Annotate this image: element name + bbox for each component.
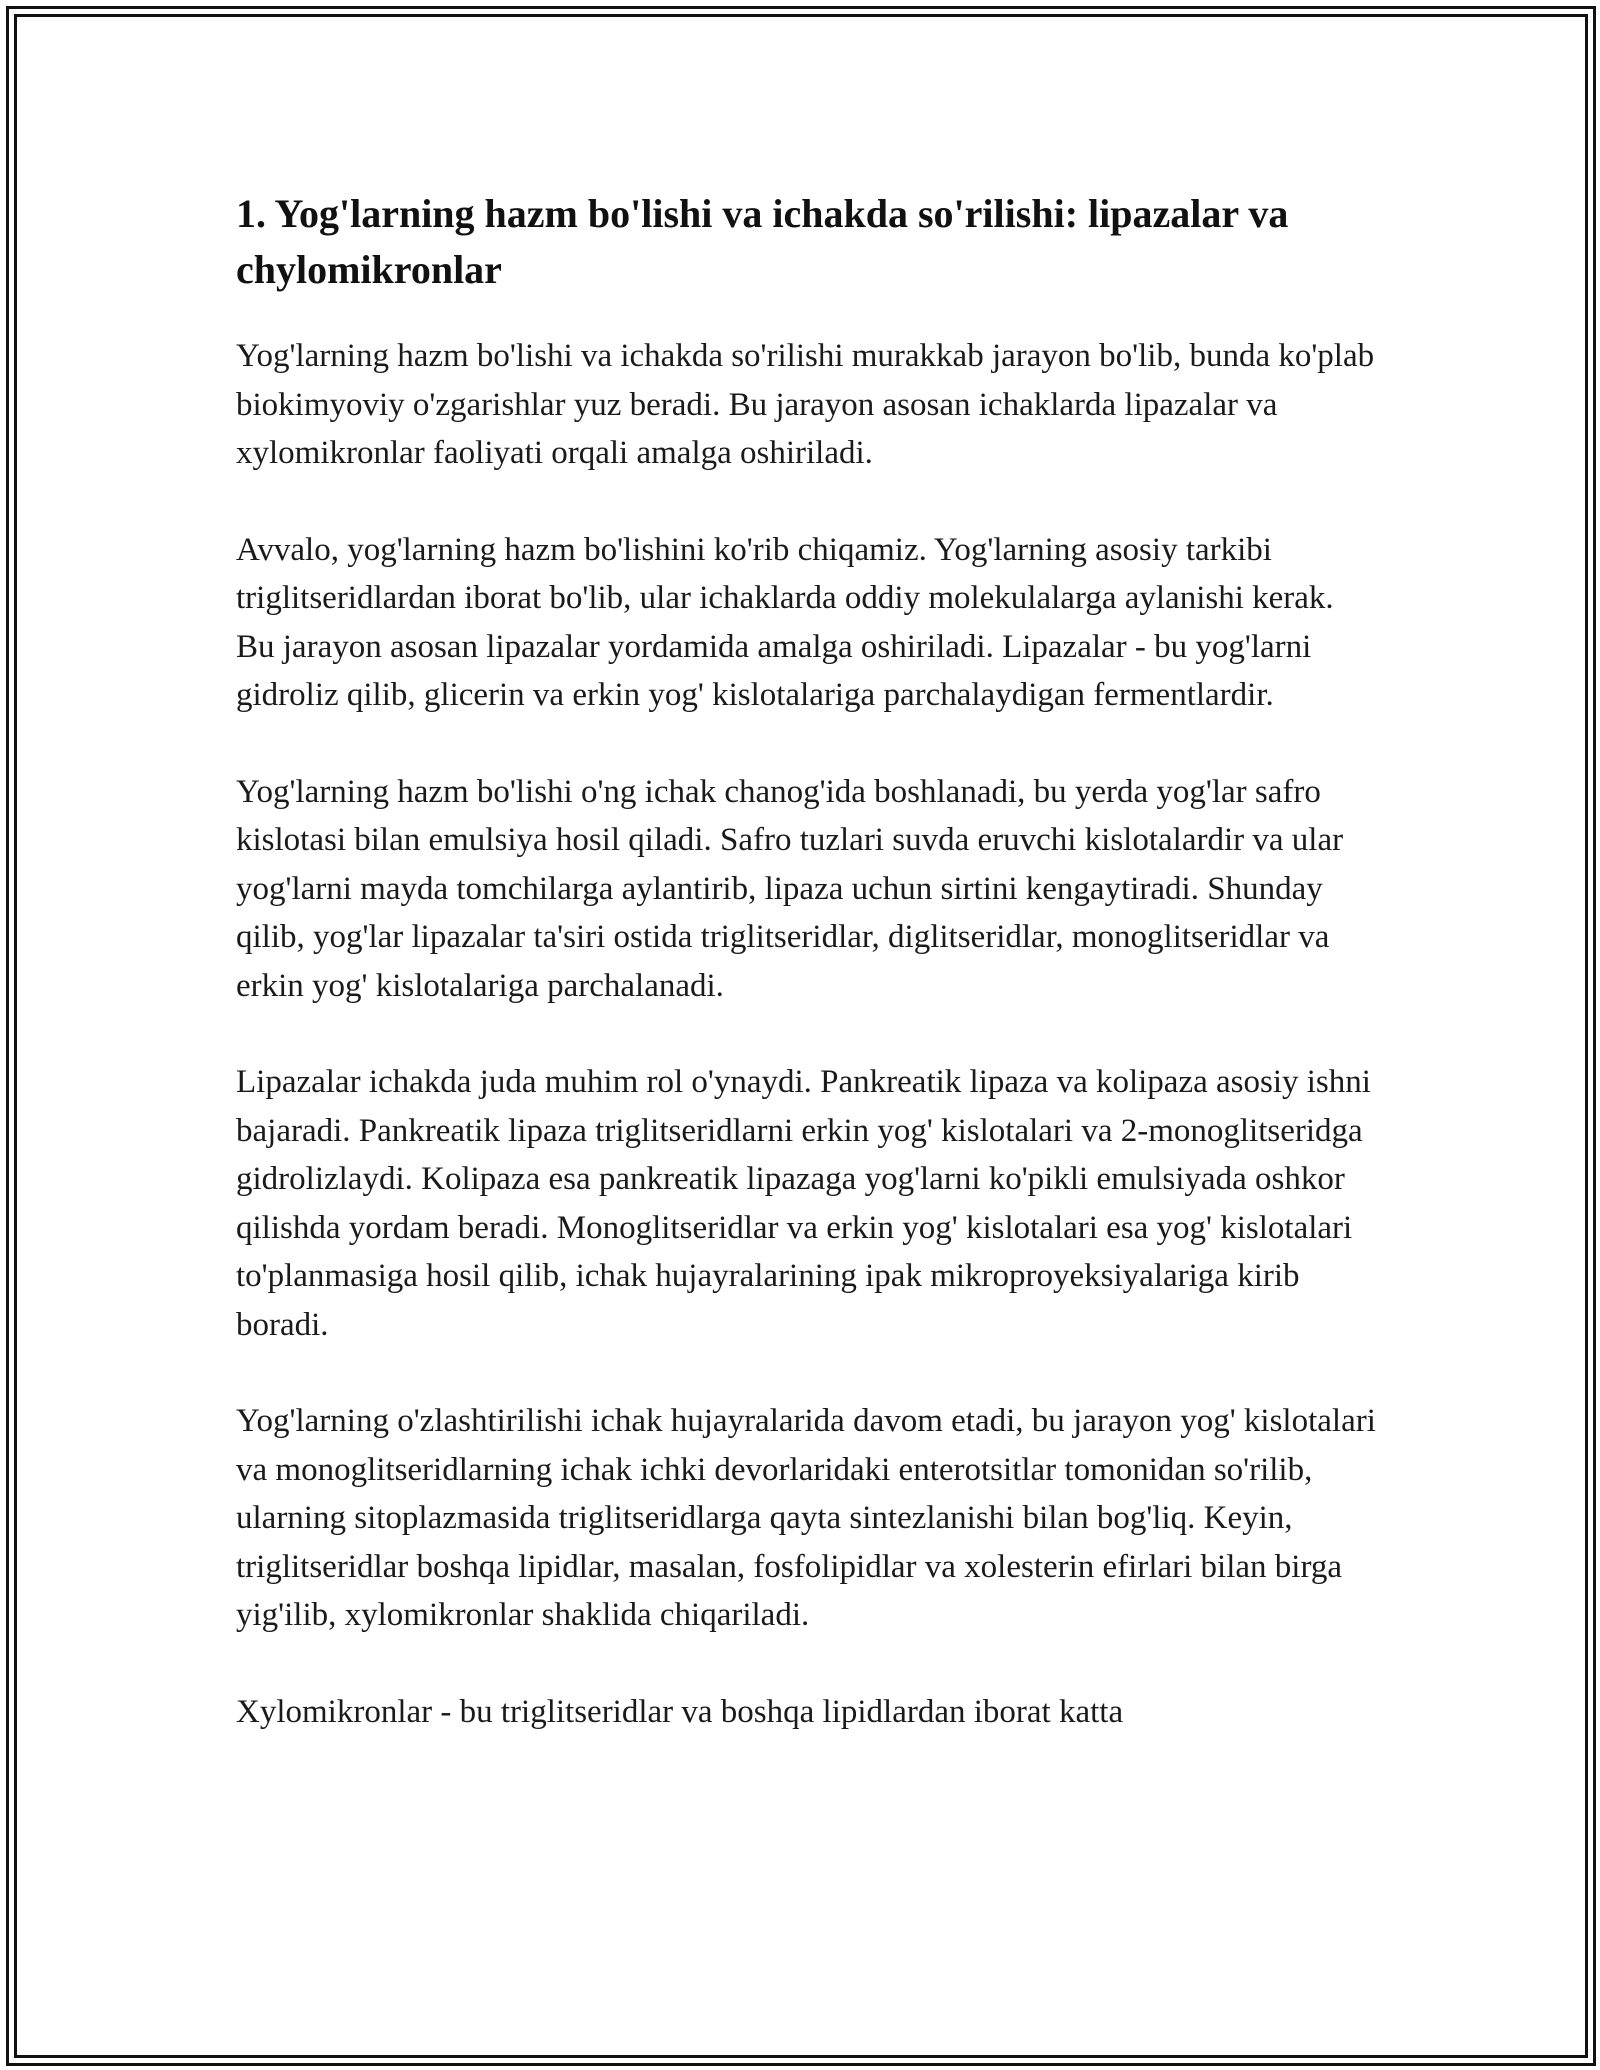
section-title: 1. Yog'larning hazm bo'lishi va ichakda so'rilishi: lipazalar va chylomikronlar (236, 191, 1289, 292)
paragraph-1: Yog'larning hazm bo'lishi va ichakda so'rilishi murakkab jarayon bo'lib, bunda ko'plab biokimyoviy o'zgarishlar yuz beradi. Bu jarayon asosan ichaklarda lipazalar va xylomikronlar faoliyati orqali amalga oshiriladi. (236, 338, 1375, 471)
paragraph-6: Xylomikronlar - bu triglitseridlar va boshqa lipidlardan iborat katta (236, 1693, 1124, 1730)
paragraph-2: Avvalo, yog'larning hazm bo'lishini ko'rib chiqamiz. Yog'larning asosiy tarkibi triglitseridlardan iborat bo'lib, ular ichaklarda oddiy molekulalarga aylanishi kerak. Bu jarayon asosan lipazalar yordamida amalga oshiriladi. Lipazalar - bu yog'larni gidroliz qilib, glicerin va erkin yog' kislotalariga parchalaydigan fermentlardir. (236, 531, 1334, 713)
document-body (236, 186, 1376, 1784)
paragraph-3: Yog'larning hazm bo'lishi o'ng ichak chanog'ida boshlanadi, bu yerda yog'lar safro kislotasi bilan emulsiya hosil qiladi. Safro tuzlari suvda eruvchi kislotalardir va ular yog'larni mayda tomchilarga aylantirib, lipaza uchun sirtini kengaytiradi. Shunday qilib, yog'lar lipazalar ta'siri ostida triglitseridlar, diglitseridlar, monoglitseridlar va erkin yog' kislotalariga parchalanadi. (236, 773, 1344, 1004)
paragraph-5: Yog'larning o'zlashtirilishi ichak hujayralarida davom etadi, bu jarayon yog' kislotalari va monoglitseridlarning ichak ichki devorlaridaki enterotsitlar tomonidan so'rilib, ularning sitoplazmasida triglitseridlarga qayta sintezlanishi bilan bog'liq. Keyin, triglitseridlar boshqa lipidlar, masalan, fosfolipidlar va xolesterin efirlari bilan birga yig'ilib, xylomikronlar shaklida chiqariladi. (236, 1403, 1376, 1633)
paragraph-4: Lipazalar ichakda juda muhim rol o'ynaydi. Pankreatik lipaza va kolipaza asosiy ishni bajaradi. Pankreatik lipaza triglitseridlarni erkin yog' kislotalari va 2-monoglitseridga gidrolizlaydi. Kolipaza esa pankreatik lipazaga yog'larni ko'pikli emulsiyada oshkor qilishda yordam beradi. Monoglitseridlar va erkin yog' kislotalari esa yog' kislotalari to'planmasiga hosil qilib, ichak hujayralarining ipak mikroproyeksiyalariga kirib boradi. (236, 1064, 1371, 1343)
